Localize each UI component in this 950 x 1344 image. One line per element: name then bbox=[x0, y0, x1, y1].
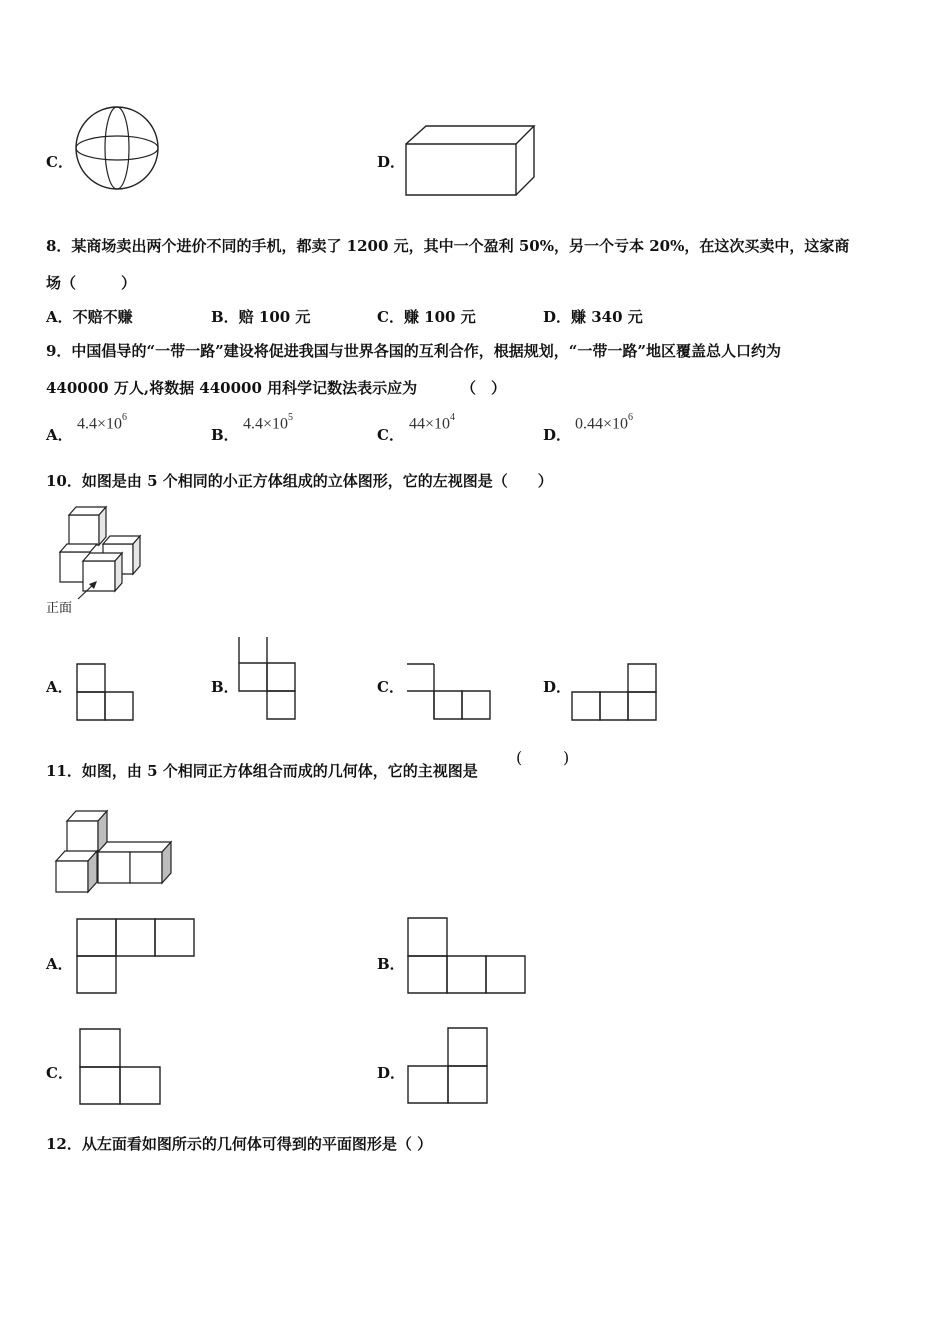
q9-option-c-label: C． bbox=[377, 426, 404, 444]
q9-option-b-label: B． bbox=[211, 426, 239, 444]
q12-stem: 12．从左面看如图所示的几何体可得到的平面图形是（ ） bbox=[46, 1135, 433, 1153]
q8-option-b: B．赔 100 元 bbox=[211, 308, 311, 326]
q7-option-d-label: D． bbox=[377, 153, 406, 171]
q11-option-a-figure bbox=[76, 918, 198, 998]
q8-option-d: D．赚 340 元 bbox=[543, 308, 643, 326]
q8-option-a: A．不赔不赚 bbox=[46, 308, 133, 326]
cuboid-figure bbox=[403, 123, 538, 198]
q9-option-c-value: $44\times 10^4$ bbox=[409, 412, 456, 433]
q11-option-a-label: A． bbox=[46, 955, 73, 973]
q11-option-d-label: D． bbox=[377, 1064, 406, 1082]
q10-option-b-label: B． bbox=[211, 678, 239, 696]
q11-paren-close: ) bbox=[563, 748, 570, 767]
q9-answer-paren: （ ） bbox=[461, 379, 507, 397]
q11-option-c-label: C． bbox=[46, 1064, 73, 1082]
q8-stem-line2: 场（ ） bbox=[46, 274, 137, 292]
q10-option-c-label: C． bbox=[377, 678, 404, 696]
q11-cube-figure bbox=[53, 803, 178, 898]
q10-stem: 10．如图是由 5 个相同的小正方体组成的立体图形，它的左视图是（ ） bbox=[46, 472, 553, 490]
q11-stem: 11．如图，由 5 个相同正方体组合而成的几何体，它的主视图是 bbox=[46, 762, 478, 780]
q7-option-c-label: C． bbox=[46, 153, 73, 171]
q8-stem-line1: 8．某商场卖出两个进价不同的手机，都卖了 1200 元，其中一个盈利 50%，另一个亏本 20%，在这次买卖中，这家商 bbox=[46, 237, 850, 255]
q10-option-b-figure bbox=[238, 636, 298, 722]
q11-option-b-label: B． bbox=[377, 955, 405, 973]
q9-stem-line2: 440000 万人,将数据 440000 用科学记数法表示应为 bbox=[46, 379, 418, 397]
q10-option-d-figure bbox=[571, 663, 661, 723]
q10-option-d-label: D． bbox=[543, 678, 572, 696]
q9-option-d-value: $0.44\times 10^6$ bbox=[575, 412, 634, 433]
q10-option-a-figure bbox=[76, 663, 136, 723]
q9-option-b-value: $4.4\times 10^5$ bbox=[243, 412, 294, 433]
q9-option-a-value: $4.4\times 10^6$ bbox=[77, 412, 128, 433]
q10-option-a-label: A． bbox=[46, 678, 73, 696]
q9-option-a-label: A． bbox=[46, 426, 73, 444]
q9-stem-line1: 9．中国倡导的“一带一路”建设将促进我国与世界各国的互利合作，根据规划，“一带一路”地区覆盖总人口约为 bbox=[46, 342, 781, 360]
front-arrow-icon bbox=[75, 578, 105, 602]
q11-paren-open: ( bbox=[516, 748, 523, 767]
q9-option-d-label: D． bbox=[543, 426, 572, 444]
q11-option-d-figure bbox=[407, 1027, 491, 1107]
q10-option-c-figure bbox=[406, 663, 496, 723]
sphere-figure bbox=[75, 103, 165, 193]
q11-option-c-figure bbox=[79, 1028, 163, 1108]
q10-front-label: 正面 bbox=[46, 601, 73, 616]
q11-option-b-figure bbox=[407, 917, 529, 997]
q8-option-c: C．赚 100 元 bbox=[377, 308, 476, 326]
